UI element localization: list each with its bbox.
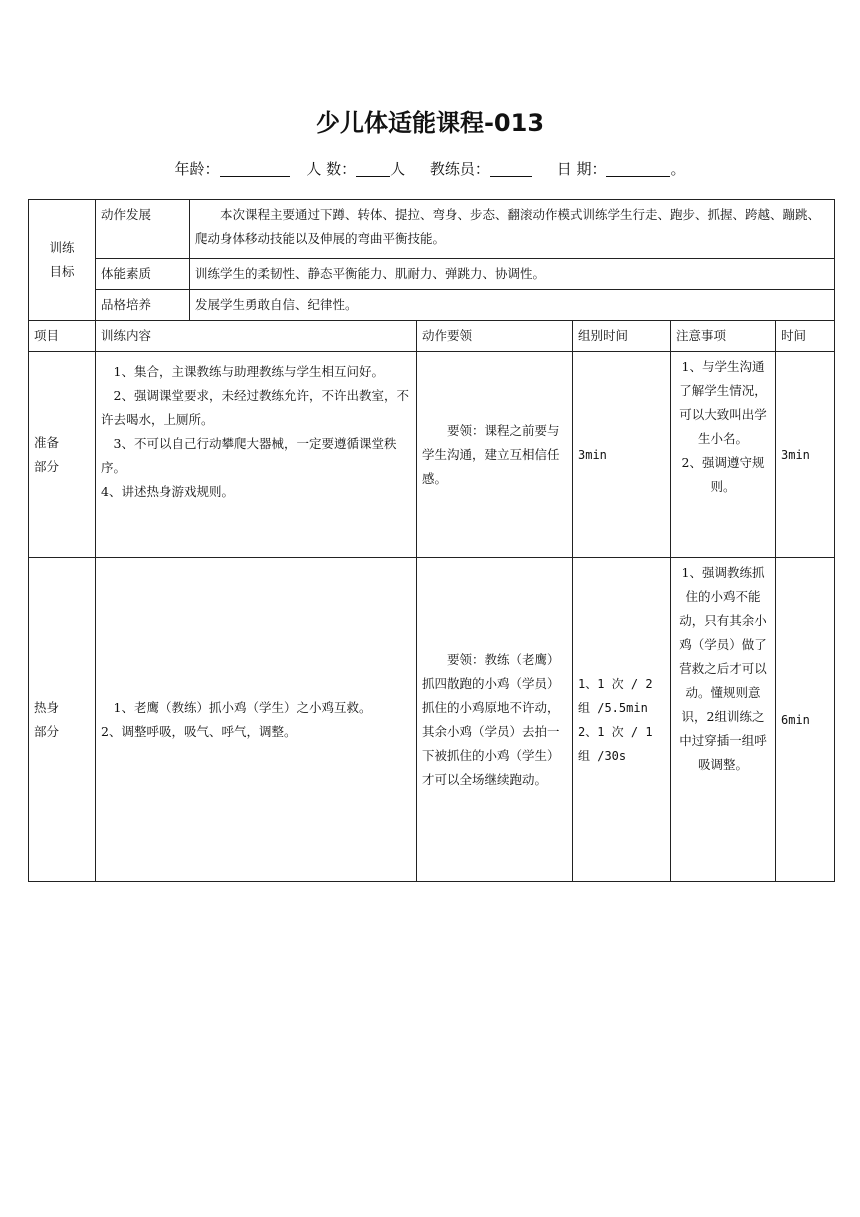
header-time: 时间 [776, 321, 835, 352]
prep-group-time: 3min [573, 352, 671, 558]
page-title: 少儿体适能课程-013 [315, 109, 545, 137]
coach-label: 教练员： [429, 160, 490, 178]
prep-row [29, 352, 835, 558]
goals-label-cell [29, 200, 96, 321]
count-unit: 人 [390, 160, 406, 178]
lesson-table [28, 199, 835, 882]
warmup-group-line: 2、1 次 / 1 组 /30s [578, 724, 653, 763]
warmup-row [29, 558, 835, 882]
goal-text-character: 发展学生勇敢自信、纪律性。 [190, 290, 835, 321]
prep-content-line: 4、讲述热身游戏规则。 [101, 484, 234, 499]
goal-name-motor: 动作发展 [96, 200, 190, 259]
header-item: 项目 [29, 321, 96, 352]
warmup-group-line: 1、1 次 / 2 组 /5.5min [578, 676, 653, 715]
header-content: 训练内容 [96, 321, 417, 352]
count-label: 人 数： [306, 160, 357, 178]
goal-name-character: 品格培养 [96, 290, 190, 321]
warmup-key-points: 要领：教练（老鹰）抓四散跑的小鸡（学员）抓住的小鸡原地不许动，其余小鸡（学员）去拍一下被抓住的小鸡（学生）才可以全场继续跑动。 [417, 558, 573, 882]
prep-content [96, 352, 417, 558]
warmup-label-cell [29, 558, 96, 882]
coach-blank [490, 161, 532, 177]
warmup-content-line: 2、调整呼吸，吸气、呼气，调整。 [101, 723, 297, 739]
goal-row-motor [29, 200, 835, 259]
goal-text-fitness: 训练学生的柔韧性、静态平衡能力、肌耐力、弹跳力、协调性。 [190, 259, 835, 290]
age-blank [220, 161, 290, 177]
prep-label-cell [29, 352, 96, 558]
header-row [29, 321, 835, 352]
header-notes: 注意事项 [671, 321, 776, 352]
goal-row-fitness [29, 259, 835, 290]
prep-note-line: 1、与学生沟通了解学生情况，可以大致叫出学生小名。 [679, 359, 767, 446]
warmup-time: 6min [776, 558, 835, 882]
warmup-notes: 1、强调教练抓住的小鸡不能动，只有其余小鸡（学员）做了营救之后才可以动。懂规则意识，2组训练之中过穿插一组呼吸调整。 [671, 558, 776, 882]
warmup-content-line: 1、老鹰（教练）抓小鸡（学生）之小鸡互救。 [113, 699, 372, 715]
date-blank [606, 161, 670, 177]
prep-content-line: 1、集合，主课教练与助理教练与学生相互问好。 [113, 364, 384, 379]
prep-content-line: 2、强调课堂要求，未经过教练允许，不许出教室，不许去喝水，上厕所。 [101, 388, 409, 427]
warmup-group-time [573, 558, 671, 882]
warmup-content [96, 558, 417, 882]
goal-row-character [29, 290, 835, 321]
prep-content-line: 3、不可以自己行动攀爬大器械，一定要遵循课堂秩序。 [101, 436, 397, 475]
goal-text-motor: 本次课程主要通过下蹲、转体、提拉、弯身、步态、翻滚动作模式训练学生行走、跑步、抓握、跨越、蹦跳、爬动身体移动技能以及伸展的弯曲平衡技能。 [190, 200, 835, 259]
header-info-line [0, 158, 860, 179]
prep-notes [671, 352, 776, 558]
prep-time: 3min [776, 352, 835, 558]
prep-key-points: 要领：课程之前要与学生沟通，建立互相信任感。 [417, 352, 573, 558]
goal-name-fitness: 体能素质 [96, 259, 190, 290]
warmup-label: 热身部分 [34, 699, 60, 739]
end-mark: 。 [670, 160, 686, 178]
header-group-time: 组别时间 [573, 321, 671, 352]
age-label: 年龄： [174, 160, 220, 178]
count-blank [356, 161, 390, 177]
prep-note-line: 2、强调遵守规则。 [681, 455, 765, 494]
goals-label: 训练目标 [49, 240, 75, 279]
prep-label: 准备部分 [34, 434, 60, 474]
date-label: 日 期： [556, 160, 607, 178]
header-key-points: 动作要领 [417, 321, 573, 352]
